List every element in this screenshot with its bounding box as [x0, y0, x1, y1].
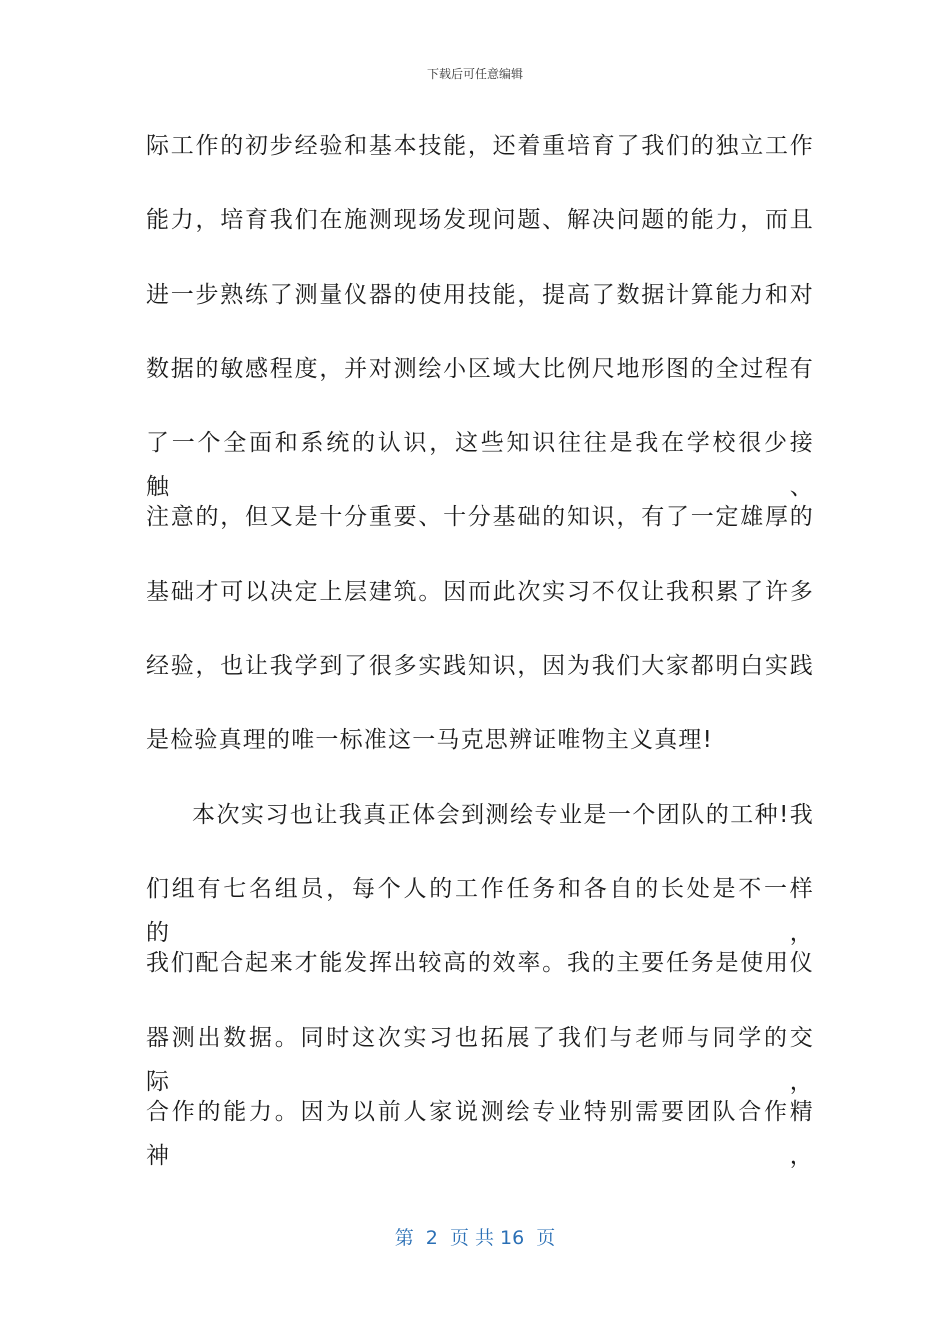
text-line: 际工作的初步经验和基本技能，还着重培育了我们的独立工作: [146, 133, 814, 159]
page-number-text: 第 2 页 共 16 页: [394, 1227, 556, 1249]
paragraph-first-line: 本次实习也让我真正体会到测绘专业是一个团队的工种!我: [192, 801, 814, 828]
text-line: 基础才可以决定上层建筑。因而此次实习不仅让我积累了许多: [146, 578, 814, 605]
text-line: 了一个全面和系统的认识，这些知识往往是我在学校很少接触、: [146, 430, 814, 501]
text-line: 合作的能力。因为以前人家说测绘专业特别需要团队合作精神，: [146, 1098, 814, 1169]
document-body: [146, 124, 814, 1169]
text-line: 经验，也让我学到了很多实践知识，因为我们大家都明白实践: [146, 653, 814, 680]
text-line: 能力，培育我们在施测现场发现问题、解决问题的能力，而且: [146, 207, 814, 234]
text-line: 器测出数据。同时这次实习也拓展了我们与老师与同学的交际，: [146, 1024, 814, 1095]
text-line: 进一步熟练了测量仪器的使用技能，提高了数据计算能力和对: [146, 281, 814, 308]
text-line: 们组有七名组员，每个人的工作任务和各自的长处是不一样的，: [146, 875, 814, 946]
text-line: 我们配合起来才能发挥出较高的效率。我的主要任务是使用仪: [146, 950, 814, 977]
text-line: 是检验真理的唯一标准这一马克思辨证唯物主义真理!: [146, 727, 714, 754]
text-line: 数据的敏感程度，并对测绘小区域大比例尺地形图的全过程有: [146, 355, 814, 382]
text-line: 注意的，但又是十分重要、十分基础的知识，有了一定雄厚的: [146, 504, 814, 531]
page-number-footer: [0, 1224, 950, 1252]
page-header: 下载后可任意编辑: [426, 67, 523, 81]
